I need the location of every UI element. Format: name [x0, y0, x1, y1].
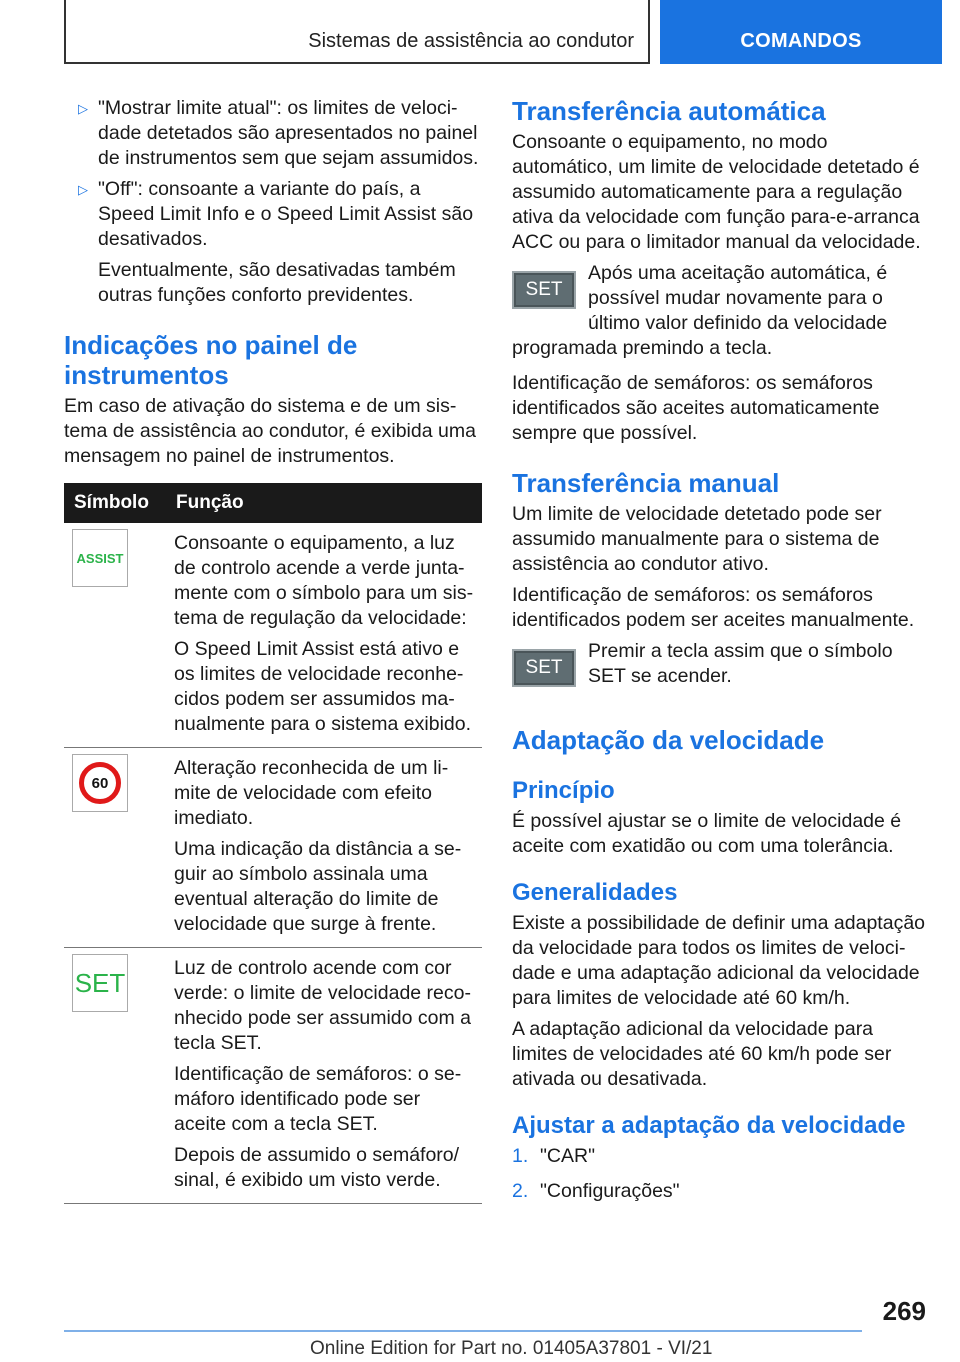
- principle-text: É possível ajustar se o limite de velocidade é aceite com exatidão ou com uma tolerância.: [512, 810, 902, 857]
- table-row: [64, 523, 482, 748]
- row-text: Identificação de semáforos: o semáforo identificado pode ser aceite com a tecla SET.: [174, 1063, 462, 1135]
- left-column: [64, 96, 482, 1204]
- bullet-text: "Mostrar limite atual": os limites de velocidade detetados são apresentados no painel de instrumentos sem que sejam assumidos.: [98, 97, 479, 169]
- manual-transfer-text: Um limite de velocidade detetado pode ser assumido manualmente para o sistema de assistência ao condutor ativo.: [512, 503, 882, 575]
- bullet-text: "Off": consoante a variante do país, a Speed Limit Info e o Speed Limit Assist são desativados.: [98, 178, 474, 250]
- set-key-note: [512, 639, 930, 699]
- general-heading: Generalidades: [512, 879, 678, 906]
- triangle-bullet-icon: ▷: [78, 182, 88, 197]
- chapter-tab[interactable]: COMANDOS: [660, 0, 942, 64]
- table-row: [64, 948, 482, 1204]
- table-header-symbol: Símbolo: [64, 483, 166, 523]
- manual-transfer-heading: Transferência manual: [512, 468, 780, 498]
- set-key-note: [512, 261, 930, 361]
- adjust-heading: Ajustar a adaptação da velocidade: [512, 1112, 906, 1139]
- list-item: [512, 1144, 930, 1169]
- bullet-text: Eventualmente, são desativadas também outras funções conforto previdentes.: [98, 259, 456, 306]
- set-indicator-icon: SET: [72, 954, 128, 1012]
- assist-icon: ASSIST: [72, 529, 128, 587]
- step-number: 2.: [512, 1180, 529, 1202]
- right-column: [512, 96, 930, 1204]
- edition-text: Online Edition for Part no. 01405A37801 - VI/21: [310, 1338, 713, 1359]
- speed-limit-sign-icon: 60: [72, 754, 128, 812]
- general-text: A adaptação adicional da velocidade para limites de velocidades até 60 km/h pode ser ativada ou desativada.: [512, 1018, 892, 1090]
- adaptation-heading: Adaptação da velocidade: [512, 725, 825, 755]
- section-title: Sistemas de assistência ao condutor: [308, 30, 634, 52]
- step-number: 1.: [512, 1145, 529, 1167]
- set-key-icon: SET: [512, 271, 576, 309]
- set-key-text: Premir a tecla assim que o símbolo SET se acender.: [588, 640, 893, 687]
- auto-traffic-text: Identificação de semáforos: os semáforos identificados são aceites automaticamente sempre que possível.: [512, 372, 880, 444]
- step-text: "Configurações": [540, 1180, 680, 1202]
- set-key-icon: SET: [512, 649, 576, 687]
- symbol-table: [64, 483, 482, 1204]
- bullet-item: [64, 177, 482, 308]
- manual-traffic-text: Identificação de semáforos: os semáforos identificados podem ser aceites manualmente.: [512, 584, 915, 631]
- row-text: Alteração reconhecida de um limite de velocidade com efeito imediato.: [174, 757, 449, 829]
- table-header-function: Função: [166, 483, 482, 523]
- step-text: "CAR": [540, 1145, 596, 1167]
- footer-divider: [64, 1330, 862, 1332]
- list-item: [512, 1179, 930, 1204]
- section-heading: Indicações no painel de instrumentos: [64, 330, 358, 390]
- set-key-text: Após uma aceitação automática, é possível mudar novamente para o último valor definido da velocidade programada premindo a tecla.: [512, 262, 888, 359]
- bullet-item: [64, 96, 482, 171]
- header-frame: [64, 0, 650, 64]
- intro-text: Em caso de ativação do sistema e de um sistema de assistência ao condutor, é exibida uma mensagem no painel de instrumentos.: [64, 395, 476, 467]
- auto-transfer-heading: Transferência automática: [512, 96, 826, 126]
- principle-heading: Princípio: [512, 777, 615, 804]
- general-text: Existe a possibilidade de definir uma adaptação da velocidade para todos os limites de velocidade e uma adaptação adicional da velocidade para limites de velocidade até 60 km/h.: [512, 912, 926, 1009]
- page-number: 269: [882, 1296, 926, 1326]
- auto-transfer-text: Consoante o equipamento, no modo automático, um limite de velocidade detetado é assumido automaticamente para a regulação ativa da velocidade com função para-e-arranca ACC ou para o limitador manual da velocidade.: [512, 131, 921, 253]
- triangle-bullet-icon: ▷: [78, 101, 88, 116]
- row-text: Uma indicação da distância a seguir ao símbolo assinala uma eventual alteração do limite de velocidade que surge à frente.: [174, 838, 462, 935]
- table-row: [64, 748, 482, 948]
- row-text: Consoante o equipamento, a luz de controlo acende a verde juntamente com o símbolo para um sistema de regulação da velocidade:: [174, 532, 474, 629]
- row-text: Depois de assumido o semáforo/ sinal, é exibido um visto verde.: [174, 1144, 460, 1191]
- row-text: Luz de controlo acende com cor verde: o limite de velocidade reconhecido pode ser assumido com a tecla SET.: [174, 957, 472, 1054]
- row-text: O Speed Limit Assist está ativo e os limites de velocidade reconhecidos podem ser assumidos manualmente para o sistema exibido.: [174, 638, 472, 735]
